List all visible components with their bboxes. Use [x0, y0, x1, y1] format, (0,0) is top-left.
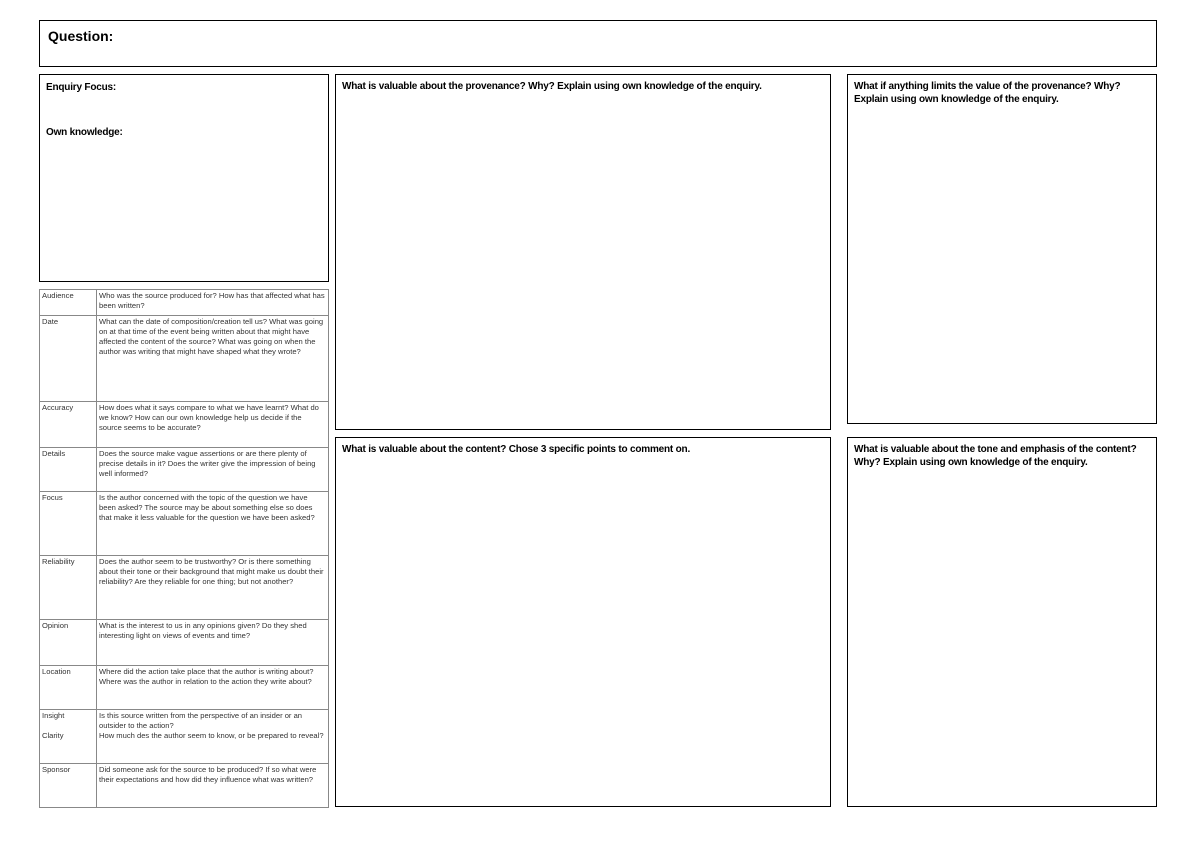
criteria-term: Focus	[40, 492, 97, 556]
criteria-description: Does the source make vague assertions or are there plenty of precise details in it? Does the writer give the impression of being well informed?	[97, 448, 329, 492]
content-value-heading: What is valuable about the content? Chose 3 specific points to comment on.	[342, 444, 691, 455]
criteria-row	[40, 492, 329, 556]
criteria-term: Opinion	[40, 620, 97, 666]
provenance-limits-heading: What if anything limits the value of the provenance? Why? Explain using own knowledge of the enquiry.	[854, 81, 1121, 105]
criteria-term: Sponsor	[40, 764, 97, 808]
criteria-term: Location	[40, 666, 97, 710]
criteria-term: Reliability	[40, 556, 97, 620]
criteria-description: Who was the source produced for? How has that affected what has been written?	[97, 290, 329, 316]
criteria-description: Is the author concerned with the topic of the question we have been asked? The source may be about something else so does that make it less valuable for the question we have been asked?	[97, 492, 329, 556]
criteria-row	[40, 402, 329, 448]
own-knowledge-label: Own knowledge:	[46, 127, 123, 138]
criteria-table	[39, 289, 329, 808]
criteria-term: Insight Clarity	[40, 710, 97, 764]
criteria-row	[40, 710, 329, 764]
criteria-row	[40, 556, 329, 620]
criteria-description: Is this source written from the perspective of an insider or an outsider to the action? How much des the author seem to know, or be prepared to reveal?	[97, 710, 329, 764]
criteria-row	[40, 620, 329, 666]
criteria-description: What can the date of composition/creation tell us? What was going on at that time of the event being written about that might have affected the content of the source? What was going on when the author was writing that might have shaped what they wrote?	[97, 316, 329, 402]
criteria-row	[40, 316, 329, 402]
criteria-term: Date	[40, 316, 97, 402]
provenance-limits-box[interactable]	[847, 74, 1157, 424]
question-box[interactable]	[39, 20, 1157, 67]
enquiry-focus-label: Enquiry Focus:	[46, 82, 116, 93]
criteria-row	[40, 448, 329, 492]
criteria-term: Details	[40, 448, 97, 492]
provenance-value-heading: What is valuable about the provenance? Why? Explain using own knowledge of the enquiry.	[342, 81, 762, 92]
content-value-box[interactable]	[335, 437, 831, 807]
criteria-term: Audience	[40, 290, 97, 316]
tone-emphasis-heading: What is valuable about the tone and emphasis of the content? Why? Explain using own knowledge of the enquiry.	[854, 444, 1137, 468]
criteria-description: How does what it says compare to what we have learnt? What do we know? How can our own knowledge help us decide if the source seems to be accurate?	[97, 402, 329, 448]
enquiry-focus-box[interactable]	[39, 74, 329, 282]
criteria-description: Does the author seem to be trustworthy? Or is there something about their tone or their background that might make us doubt their reliability? Are they reliable for one thing; but not another?	[97, 556, 329, 620]
criteria-row	[40, 764, 329, 808]
criteria-row	[40, 666, 329, 710]
provenance-value-box[interactable]	[335, 74, 831, 430]
criteria-term: Accuracy	[40, 402, 97, 448]
criteria-row	[40, 290, 329, 316]
tone-emphasis-box[interactable]	[847, 437, 1157, 807]
criteria-description: Did someone ask for the source to be produced? If so what were their expectations and how did they influence what was written?	[97, 764, 329, 808]
question-label: Question:	[48, 28, 114, 44]
criteria-description: What is the interest to us in any opinions given? Do they shed interesting light on views of events and time?	[97, 620, 329, 666]
criteria-description: Where did the action take place that the author is writing about? Where was the author in relation to the action they write about?	[97, 666, 329, 710]
